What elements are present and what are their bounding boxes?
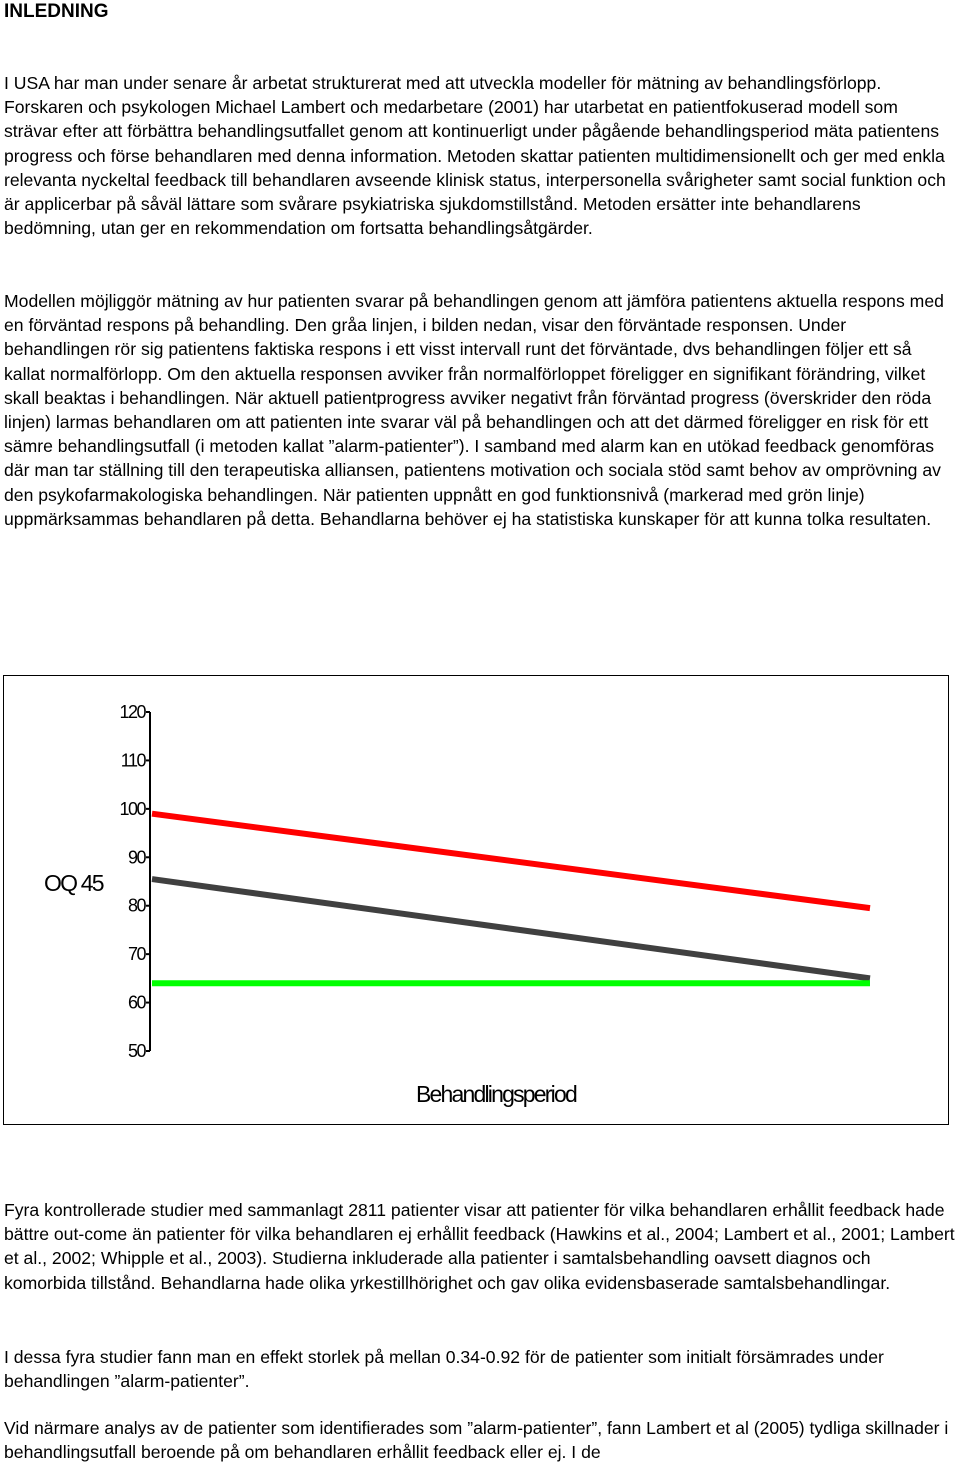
y-tick-label: 70 bbox=[127, 944, 145, 965]
chart-lines bbox=[152, 814, 870, 984]
y-axis-label: OQ 45 bbox=[44, 870, 103, 896]
section-heading: INLEDNING bbox=[4, 1, 109, 22]
y-axis bbox=[119, 702, 150, 1061]
y-tick-label: 100 bbox=[119, 798, 145, 819]
paragraph-effect-size: I dessa fyra studier fann man en effekt storlek på mellan 0.34-0.92 för de patienter som initialt försämrades under behandlingen ”alarm-patienter”. bbox=[4, 1347, 884, 1392]
paragraph-studies: Fyra kontrollerade studier med sammanlagt 2811 patienter visar att patienter för vilka behandlaren erhållit feedback hade bättre out-come än patienter för vilka behandlaren ej erhållit feedback (Hawkins et al., 2004; Lambert et al., 2001; Lambert et al., 2002; Whipple et al., 2003). Studierna inkluderade alla patienter i samtalsbehandling oavsett diagnos och komorbida tillstånd. Behandlarna hade olika yrkestillhörighet och gav olika evidensbaserade samtalsbehandlingar. bbox=[4, 1200, 955, 1293]
x-axis-label: Behandlingsperiod bbox=[416, 1081, 576, 1107]
y-tick-label: 120 bbox=[119, 702, 145, 722]
y-tick-label: 110 bbox=[120, 750, 145, 771]
paragraph-intro: I USA har man under senare år arbetat strukturerat med att utveckla modeller för mätning av behandlingsförlopp. Forskaren och psykologen Michael Lambert och medarbetare (2001) har utarbetat en patientfokuserad modell som strävar efter att förbättra behandlingsutfallet genom att kontinuerligt under pågående behandlingsperiod mäta patientens progress och förse behandlaren med denna information. Metoden skattar patienten multidimensionellt och ger med enkla relevanta nyckeltal feedback till behandlaren avseende klinisk status, interpersonella svårigheter samt social funktion och är applicerbar på såväl lättare som svårare psykiatriska sjukdomstillstånd. Metoden ersätter inte behandlarens bedömning, utan ger en rekommendation om fortsatta behandlingsåtgärder. bbox=[4, 73, 946, 239]
paragraph-model: Modellen möjliggör mätning av hur patienten svarar på behandlingen genom att jämföra patientens aktuella respons med en förväntad respons på behandling. Den gråa linjen, i bilden nedan, visar den förväntade responsen. Under behandlingen rör sig patientens faktiska respons i ett visst intervall runt det förväntade, dvs behandlingen följer ett så kallat normalförlopp. Om den aktuella responsen avviker från normalförloppet föreligger en signifikant förändring, vilket skall beaktas i behandlingen. När aktuell patientprogress avviker negativt från förväntad progress (överskrider den röda linjen) larmas behandlaren om att patienten inte svarar väl på behandlingen och att det därmed föreligger en risk för ett sämre behandlingsutfall (i metoden kallat ”alarm-patienter”). I samband med alarm kan en utökad feedback genomföras där man tar ställning till den terapeutiska alliansen, patientens motivation och sociala stöd samt behov av omprövning av den psykofarmakologiska behandlingen. När patienten uppnått en god funktionsnivå (markerad med grön linje) uppmärksammas behandlaren på detta. Behandlarna behöver ej ha statistiska kunskaper för att kunna tolka resultaten. bbox=[4, 291, 944, 529]
oq45-chart bbox=[3, 675, 949, 1125]
chart-canvas bbox=[4, 676, 950, 1126]
y-tick-label: 90 bbox=[127, 847, 145, 868]
y-tick-label: 80 bbox=[127, 895, 145, 916]
y-tick-label: 60 bbox=[127, 992, 145, 1013]
paragraph-analysis: Vid närmare analys av de patienter som identifierades som ”alarm-patienter”, fann Lambert et al (2005) tydliga skillnader i behandlingsutfall beroende på om behandlaren erhållit feedback eller ej. I de bbox=[4, 1418, 949, 1463]
y-tick-label: 50 bbox=[127, 1041, 145, 1061]
